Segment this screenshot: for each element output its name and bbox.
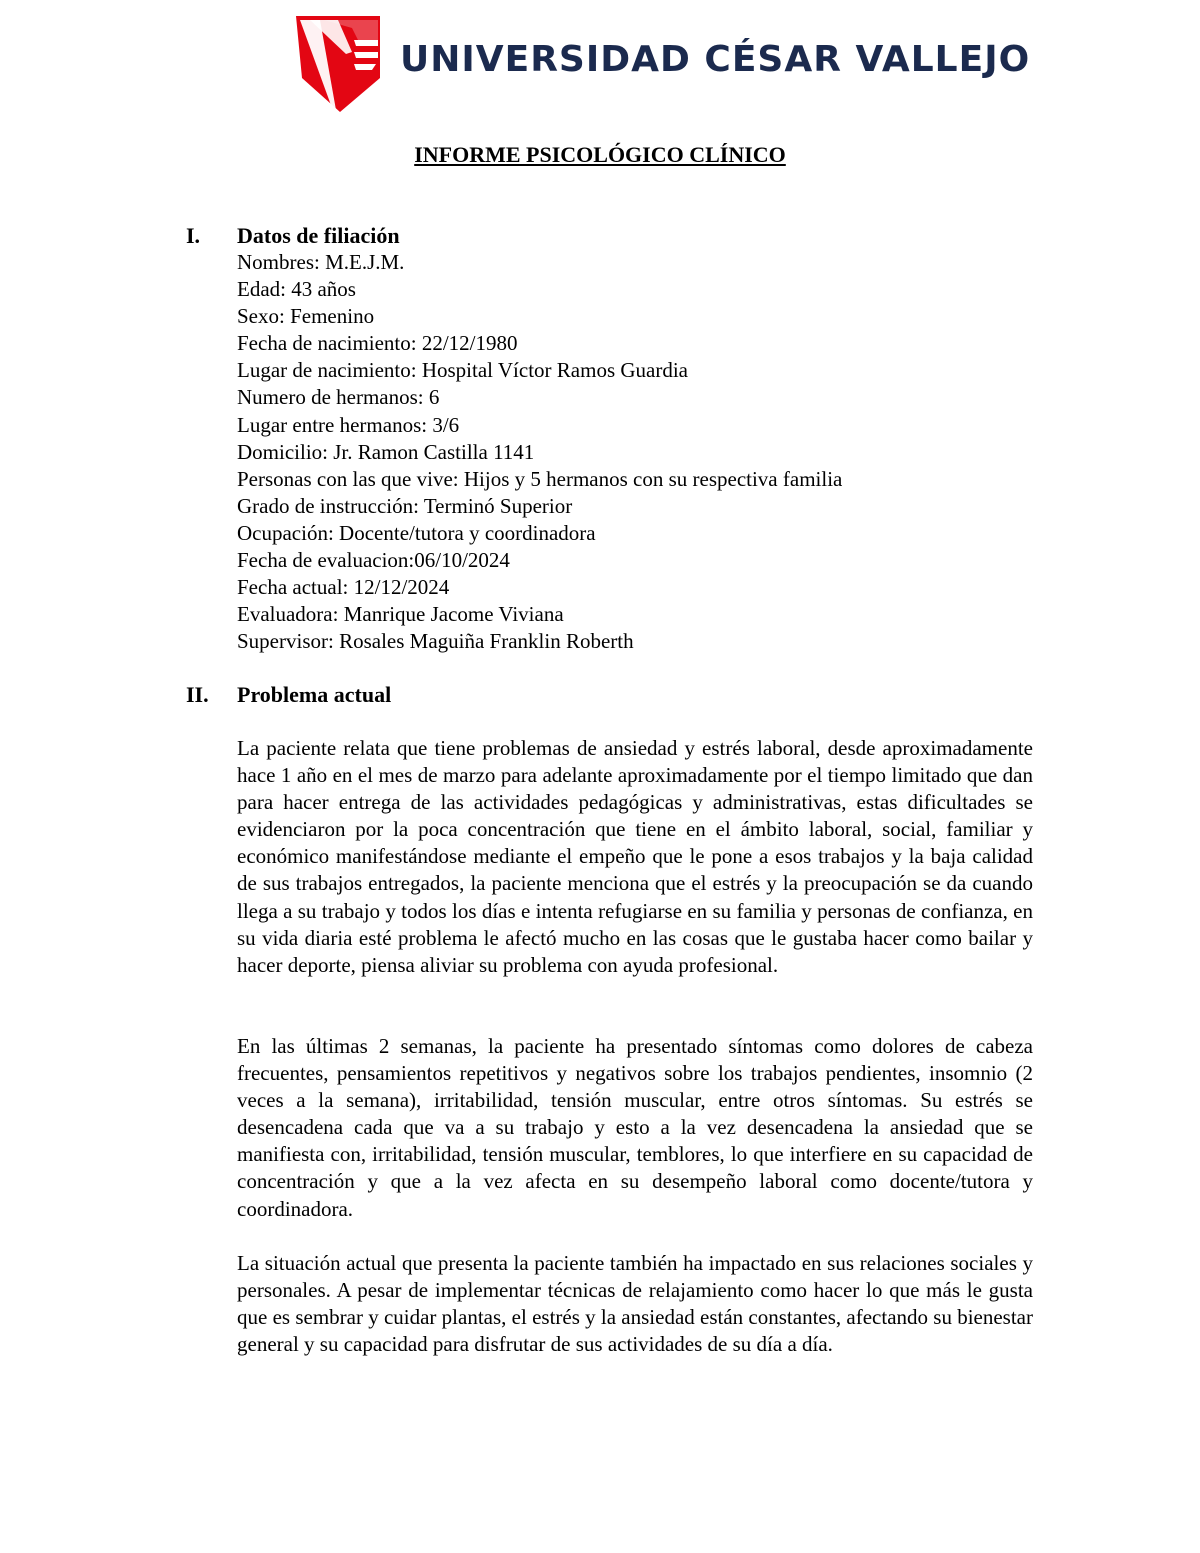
field-line: Fecha de nacimiento: 22/12/1980: [237, 331, 518, 356]
field-line: Ocupación: Docente/tutora y coordinadora: [237, 520, 596, 545]
field-line: Fecha actual: 12/12/2024: [237, 575, 450, 600]
filiation-fields: [237, 249, 842, 655]
section-heading: Datos de filiación: [237, 223, 400, 248]
paragraph: La situación actual que presenta la paciente también ha impactado en sus relaciones sociales y personales. A pesar de implementar técnicas de relajamiento como hacer lo que más le gusta que es sembrar y cuidar plantas, el estrés y la ansiedad están constantes, afectando su bienestar general y su capacidad para disfrutar de sus actividades de su día a día.: [237, 1251, 1033, 1357]
institution-name: UNIVERSIDAD CÉSAR VALLEJO: [400, 39, 1031, 80]
field-line: Personas con las que vive: Hijos y 5 hermanos con su respectiva familia: [237, 466, 843, 491]
shield-icon: [294, 14, 382, 114]
field-line: Domicilio: Jr. Ramon Castilla 1141: [237, 439, 535, 464]
field-line: Nombres: M.E.J.M.: [237, 250, 405, 274]
field-line: Fecha de evaluacion:06/10/2024: [237, 548, 510, 573]
section-numeral: I.: [186, 223, 201, 248]
paragraph: La paciente relata que tiene problemas de ansiedad y estrés laboral, desde aproximadamente hace 1 año en el mes de marzo para adelante aproximadamente por el tiempo limitado que dan para hacer entrega de las actividades pedagógicas y administrativas, estas dificultades se evidenciaron por la poca concentración que tiene en el ámbito laboral, social, familiar y económico manifestándose mediante el empeño que le pone a esos trabajos y la baja calidad de sus trabajos entregados, la paciente menciona que el estrés y la preocupación se da cuando llega a su trabajo y todos los días e intenta refugiarse en su familia y personas de confianza, en su vida diaria esté problema le afectó mucho en las cosas que le gustaba hacer como bailar y hacer deporte, piensa aliviar su problema con ayuda profesional.: [237, 736, 1033, 977]
document-title: INFORME PSICOLÓGICO CLÍNICO: [414, 142, 786, 167]
section-heading: Problema actual: [237, 682, 392, 707]
field-line: Evaluadora: Manrique Jacome Viviana: [237, 602, 564, 627]
field-line: Sexo: Femenino: [237, 304, 375, 329]
field-line: Lugar de nacimiento: Hospital Víctor Ramos Guardia: [237, 358, 688, 383]
section-numeral: II.: [186, 682, 209, 707]
field-line: Numero de hermanos: 6: [237, 385, 440, 410]
field-line: Lugar entre hermanos: 3/6: [237, 412, 460, 437]
university-logo: [294, 12, 1031, 116]
field-line: Edad: 43 años: [237, 277, 356, 302]
field-line: Supervisor: Rosales Maguiña Franklin Roberth: [237, 629, 634, 654]
paragraph: En las últimas 2 semanas, la paciente ha presentado síntomas como dolores de cabeza frecuentes, pensamientos repetitivos y negativos sobre los trabajos pendientes, insomnio (2 veces a la semana), irritabilidad, tensión muscular, entre otros síntomas. Su estrés se desencadena cada que va a su trabajo y esto a la vez desencadena la ansiedad que se manifiesta con, irritabilidad, tensión muscular, temblores, lo que interfiere en su capacidad de concentración y que a la vez afecta en su desempeño laboral como docente/tutora y coordinadora.: [237, 1034, 1033, 1221]
field-line: Grado de instrucción: Terminó Superior: [237, 493, 573, 518]
